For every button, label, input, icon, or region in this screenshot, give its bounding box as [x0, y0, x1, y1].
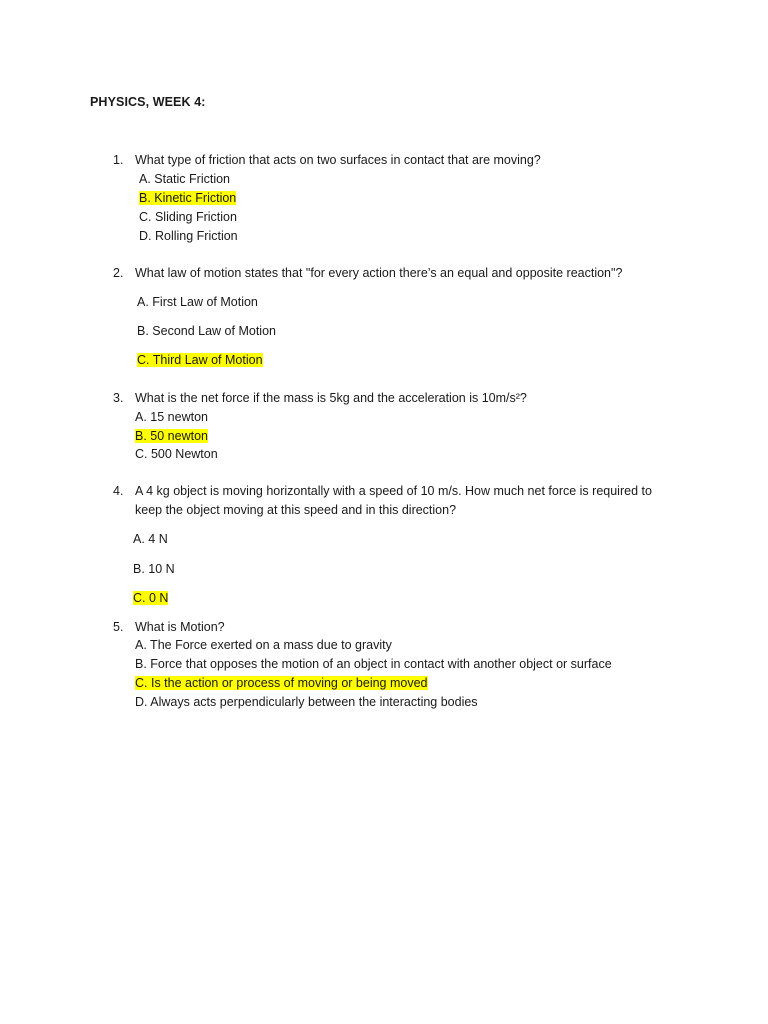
question-text: What is Motion? [135, 620, 225, 634]
option-b-answer: B. Kinetic Friction [139, 191, 237, 205]
option-a: A. 4 N [133, 532, 168, 546]
option-d: D. Rolling Friction [139, 229, 238, 243]
question-text: What is the net force if the mass is 5kg and the acceleration is 10m/s²? [135, 391, 527, 405]
option-c-answer: C. Is the action or process of moving or being moved [135, 676, 428, 690]
question-number: 1. [113, 153, 124, 167]
option-a: A. 15 newton [135, 410, 208, 424]
option-a: A. First Law of Motion [137, 295, 258, 309]
option-b: B. Second Law of Motion [137, 324, 276, 338]
question-text-line-2: keep the object moving at this speed and in this direction? [135, 503, 457, 517]
document-title: PHYSICS, WEEK 4: [90, 95, 206, 109]
question-text: What law of motion states that "for every action there’s an equal and opposite reaction"? [135, 266, 623, 280]
option-c: C. Sliding Friction [139, 210, 237, 224]
question-text: What type of friction that acts on two surfaces in contact that are moving? [135, 153, 541, 167]
option-a: A. The Force exerted on a mass due to gravity [135, 638, 392, 652]
question-number: 5. [113, 620, 124, 634]
option-c-answer: C. Third Law of Motion [137, 353, 263, 367]
option-b-answer: B. 50 newton [135, 429, 208, 443]
option-d: D. Always acts perpendicularly between the interacting bodies [135, 695, 478, 709]
question-number: 2. [113, 266, 124, 280]
option-c-answer: C. 0 N [133, 591, 169, 605]
question-number: 4. [113, 484, 124, 498]
option-b: B. 10 N [133, 562, 175, 576]
option-a: A. Static Friction [139, 172, 230, 186]
option-b: B. Force that opposes the motion of an object in contact with another object or surface [135, 657, 612, 671]
option-c: C. 500 Newton [135, 447, 218, 461]
question-number: 3. [113, 391, 124, 405]
question-text-line-1: A 4 kg object is moving horizontally with a speed of 10 m/s. How much net force is required to [135, 484, 652, 498]
